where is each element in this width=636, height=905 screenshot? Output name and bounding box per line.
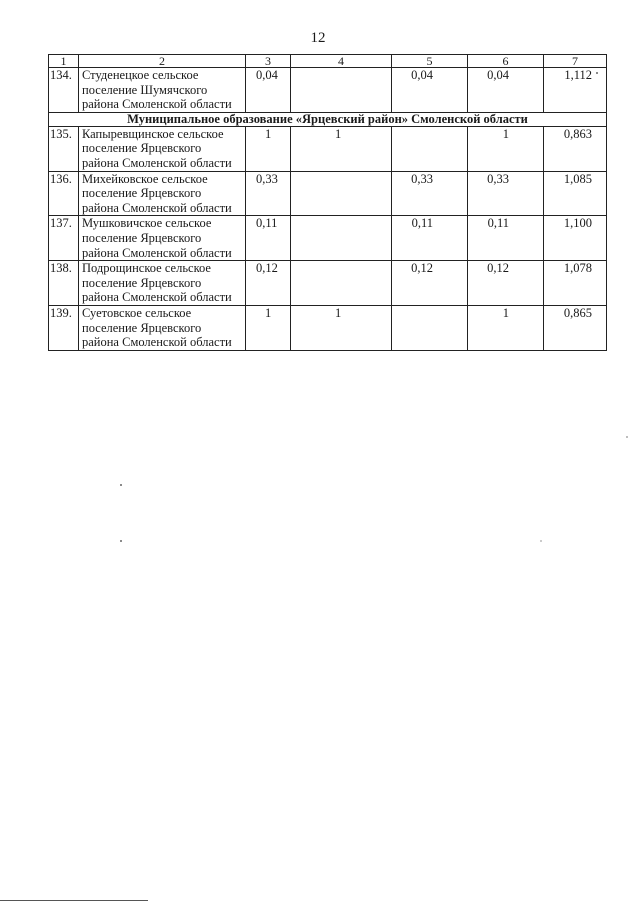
table-row bbox=[49, 261, 607, 306]
cell-col-5: 0,04 bbox=[392, 68, 468, 113]
table-row bbox=[49, 216, 607, 261]
settlement-name bbox=[79, 126, 246, 171]
cell-col-7: 1,112 bbox=[544, 68, 607, 113]
cell-col-7: 1,100 bbox=[544, 216, 607, 261]
settlement-name-line: района Смоленской области bbox=[82, 290, 232, 305]
scan-speck bbox=[596, 72, 598, 74]
scan-speck bbox=[540, 540, 542, 542]
settlement-name bbox=[79, 261, 246, 306]
cell-col-3: 1 bbox=[246, 126, 291, 171]
cell-col-3: 0,12 bbox=[246, 261, 291, 306]
table-row bbox=[49, 68, 607, 113]
settlement-name-line: Подрощинское сельское bbox=[82, 261, 211, 276]
settlement-name-line: поселение Ярцевского bbox=[82, 141, 202, 156]
cell-col-6: 0,12 bbox=[468, 261, 544, 306]
cell-col-3: 1 bbox=[246, 305, 291, 350]
cell-col-6: 0,11 bbox=[468, 216, 544, 261]
cell-col-4 bbox=[291, 261, 392, 306]
cell-col-3: 0,33 bbox=[246, 171, 291, 216]
cell-col-5 bbox=[392, 305, 468, 350]
cell-col-5: 0,11 bbox=[392, 216, 468, 261]
row-number: 139. bbox=[49, 305, 79, 350]
cell-col-5: 0,12 bbox=[392, 261, 468, 306]
cell-col-3: 0,11 bbox=[246, 216, 291, 261]
cell-col-4 bbox=[291, 171, 392, 216]
settlement-name bbox=[79, 216, 246, 261]
section-header-row bbox=[49, 112, 607, 126]
scan-speck bbox=[626, 436, 628, 438]
settlement-name-line: района Смоленской области bbox=[82, 97, 232, 112]
table-row bbox=[49, 305, 607, 350]
column-header: 4 bbox=[291, 55, 392, 68]
row-number: 137. bbox=[49, 216, 79, 261]
settlement-name-line: поселение Ярцевского bbox=[82, 320, 202, 335]
settlement-name bbox=[79, 68, 246, 113]
cell-col-4 bbox=[291, 68, 392, 113]
table-row bbox=[49, 126, 607, 171]
cell-col-5: 0,33 bbox=[392, 171, 468, 216]
page-number: 12 bbox=[310, 30, 326, 46]
settlement-name bbox=[79, 305, 246, 350]
column-header: 7 bbox=[544, 55, 607, 68]
column-header: 2 bbox=[79, 55, 246, 68]
cell-col-6: 1 bbox=[468, 126, 544, 171]
settlement-name-line: района Смоленской области bbox=[82, 335, 232, 350]
settlement-name-line: района Смоленской области bbox=[82, 245, 232, 260]
settlement-name-line: района Смоленской области bbox=[82, 155, 232, 170]
settlement-name-line: Студенецкое сельское bbox=[82, 68, 199, 82]
cell-col-4: 1 bbox=[291, 305, 392, 350]
cell-col-6: 1 bbox=[468, 305, 544, 350]
cell-col-4 bbox=[291, 216, 392, 261]
column-header: 5 bbox=[392, 55, 468, 68]
settlement-name-line: поселение Ярцевского bbox=[82, 230, 202, 245]
settlement-name-line: Капыревщинское сельское bbox=[82, 126, 224, 141]
cell-col-5 bbox=[392, 126, 468, 171]
settlement-name-line: поселение Шумячского bbox=[82, 82, 208, 97]
scan-speck bbox=[120, 540, 122, 542]
row-number: 135. bbox=[49, 126, 79, 171]
footer-rule bbox=[0, 900, 148, 901]
column-header: 6 bbox=[468, 55, 544, 68]
column-header: 1 bbox=[49, 55, 79, 68]
settlement-name bbox=[79, 171, 246, 216]
settlement-name-line: Мушковичское сельское bbox=[82, 216, 212, 231]
row-number: 138. bbox=[49, 261, 79, 306]
table-row bbox=[49, 171, 607, 216]
column-number-row bbox=[49, 55, 607, 68]
row-number: 134. bbox=[49, 68, 79, 113]
cell-col-7: 1,085 bbox=[544, 171, 607, 216]
settlement-name-line: района Смоленской области bbox=[82, 200, 232, 215]
cell-col-3: 0,04 bbox=[246, 68, 291, 113]
row-number: 136. bbox=[49, 171, 79, 216]
scan-speck bbox=[120, 484, 122, 486]
cell-col-6: 0,33 bbox=[468, 171, 544, 216]
settlement-name-line: Суетовское сельское bbox=[82, 305, 192, 320]
cell-col-7: 0,863 bbox=[544, 126, 607, 171]
data-table bbox=[48, 54, 607, 351]
cell-col-6: 0,04 bbox=[468, 68, 544, 113]
cell-col-7: 1,078 bbox=[544, 261, 607, 306]
cell-col-7: 0,865 bbox=[544, 305, 607, 350]
settlement-name-line: поселение Ярцевского bbox=[82, 275, 202, 290]
cell-col-4: 1 bbox=[291, 126, 392, 171]
column-header: 3 bbox=[246, 55, 291, 68]
settlement-name-line: Михейковское сельское bbox=[82, 171, 208, 186]
settlement-name-line: поселение Ярцевского bbox=[82, 186, 202, 201]
section-title: Муниципальное образование «Ярцевский район» Смоленской области bbox=[49, 112, 607, 126]
